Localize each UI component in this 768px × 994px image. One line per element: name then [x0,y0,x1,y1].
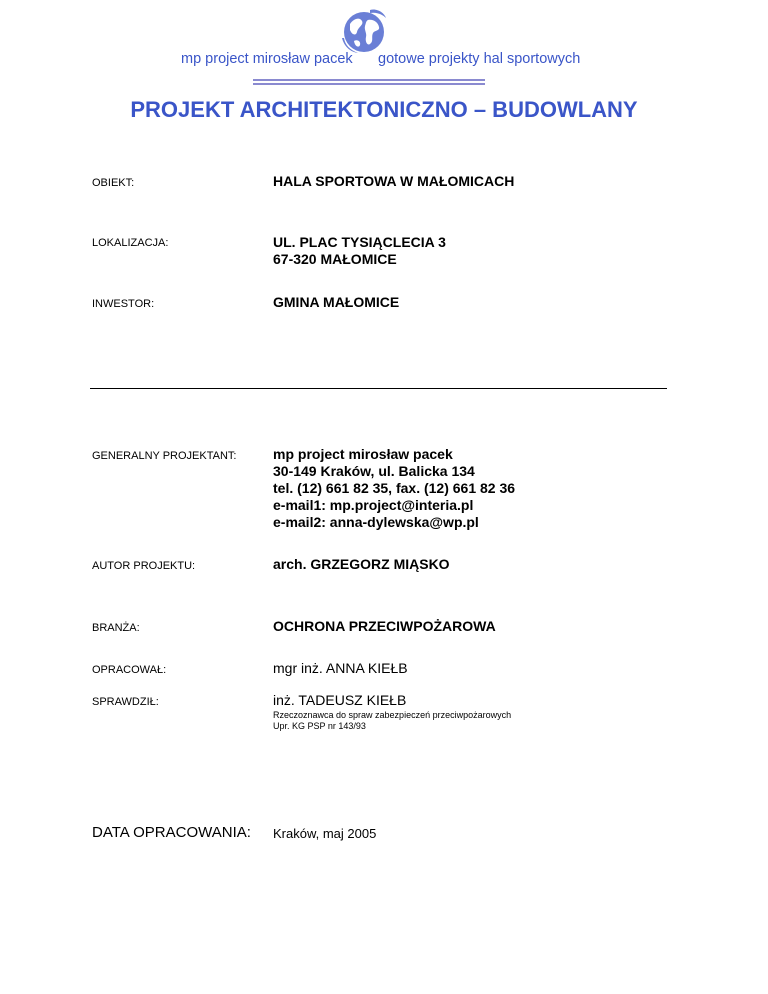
lokalizacja-line: UL. PLAC TYSIĄCLECIA 3 [273,234,446,250]
projektant-value [273,446,515,531]
projektant-label: GENERALNY PROJEKTANT: [92,450,237,462]
lokalizacja-value [273,234,446,268]
inwestor-value: GMINA MAŁOMICE [273,294,400,310]
section-divider [90,388,667,389]
date-label: DATA OPRACOWANIA: [92,824,251,841]
lokalizacja-line: 67-320 MAŁOMICE [273,251,397,267]
projektant-line: 30-149 Kraków, ul. Balicka 134 [273,463,475,479]
autor-label: AUTOR PROJEKTU: [92,560,196,572]
autor-value: arch. GRZEGORZ MIĄSKO [273,556,450,572]
company-tagline: gotowe projekty hal sportowych [378,51,581,67]
branza-value: OCHRONA PRZECIWPOŻAROWA [273,618,496,634]
globe-icon [340,8,388,54]
sprawdzil-note [273,710,511,732]
projektant-line: mp project mirosław pacek [273,446,453,462]
obiekt-value: HALA SPORTOWA W MAŁOMICACH [273,173,515,189]
date-value: Kraków, maj 2005 [273,826,377,841]
sprawdzil-label: SPRAWDZIŁ: [92,696,159,708]
opracowal-value: mgr inż. ANNA KIEŁB [273,660,408,676]
inwestor-label: INWESTOR: [92,298,155,310]
projektant-line: tel. (12) 661 82 35, fax. (12) 661 82 36 [273,480,516,496]
sprawdzil-note-line: Upr. KG PSP nr 143/93 [273,721,366,731]
opracowal-label: OPRACOWAŁ: [92,664,167,676]
page-title: PROJEKT ARCHITEKTONICZNO – BUDOWLANY [130,97,638,122]
lokalizacja-label: LOKALIZACJA: [92,237,169,249]
obiekt-label: OBIEKT: [92,177,135,189]
projektant-line: e-mail2: anna-dylewska@wp.pl [273,514,479,530]
sprawdzil-note-line: Rzeczoznawca do spraw zabezpieczeń przeciwpożarowych [273,710,512,720]
projektant-line: e-mail1: mp.project@interia.pl [273,497,474,513]
header-divider [253,79,485,85]
branza-label: BRANŻA: [92,622,140,634]
sprawdzil-value: inż. TADEUSZ KIEŁB [273,692,407,708]
company-name: mp project mirosław pacek [181,51,353,67]
